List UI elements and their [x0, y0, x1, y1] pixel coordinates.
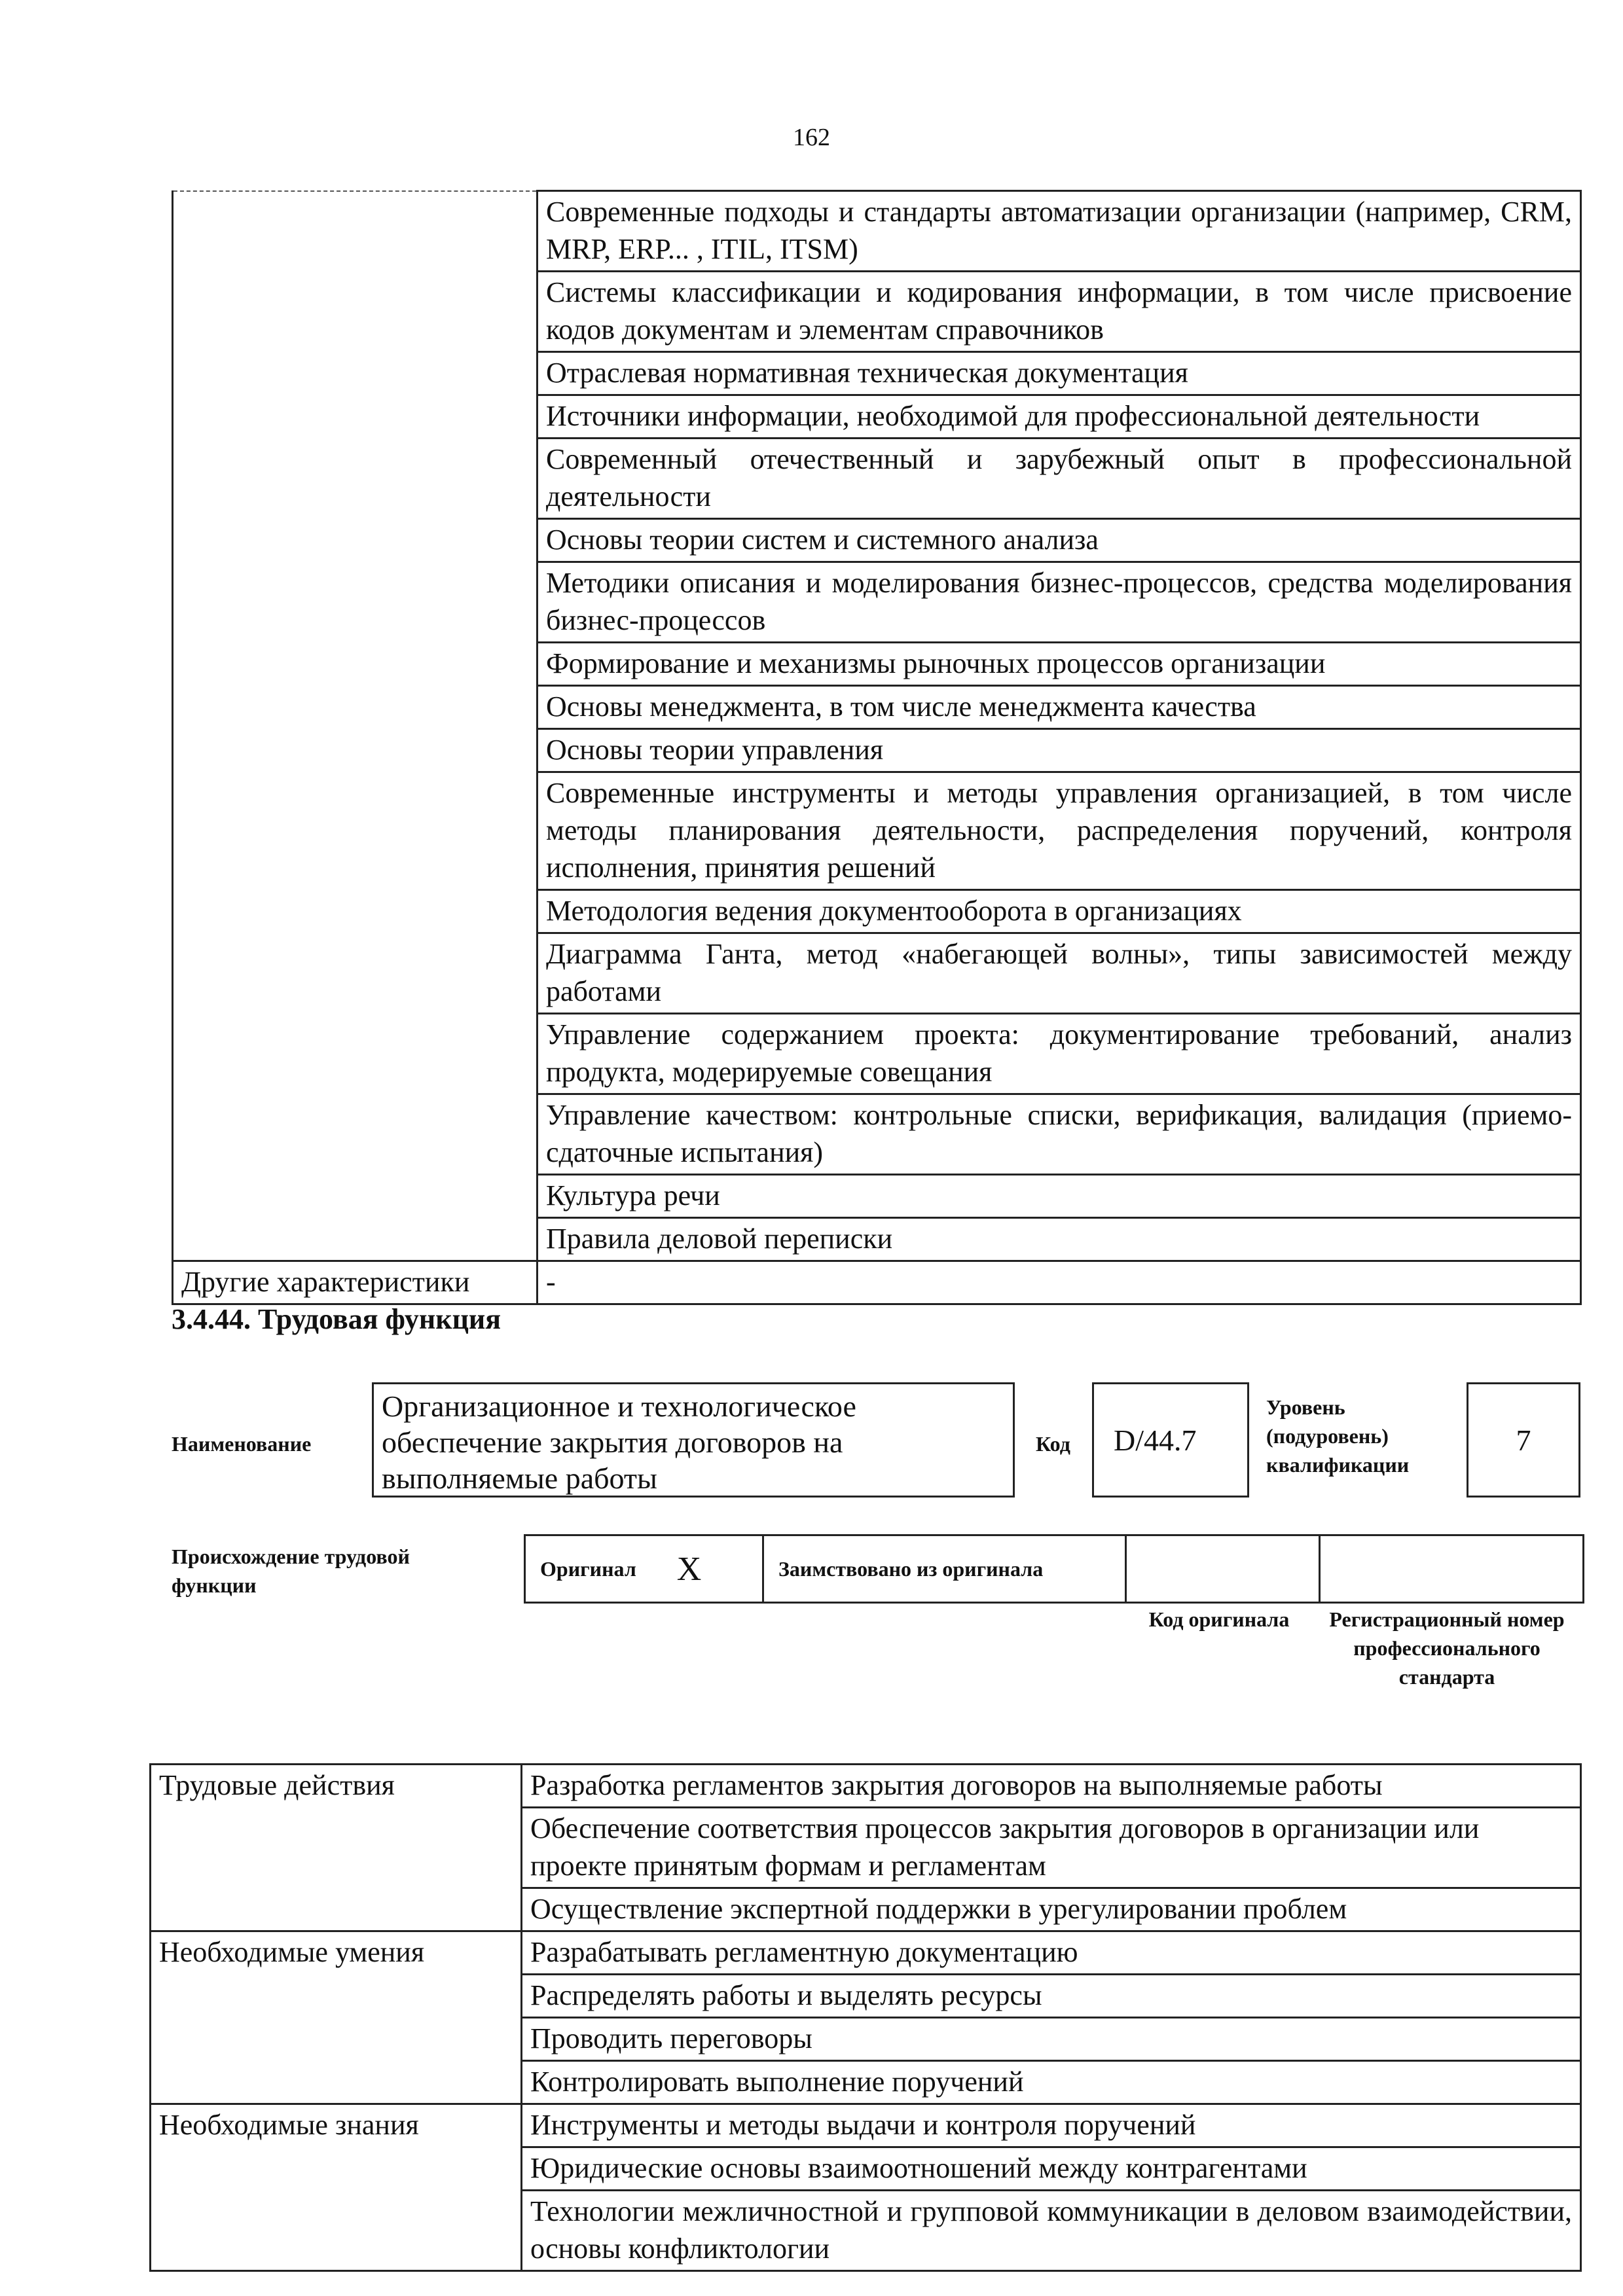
table-cell: Управление качеством: контрольные списки, верификация, валидация (приемо-сдаточные испытания)	[538, 1094, 1581, 1175]
knowledge-table	[172, 190, 1582, 1305]
knowledge-label: Необходимые знания	[151, 2104, 522, 2271]
table-cell: Инструменты и методы выдачи и контроля поручений	[522, 2104, 1581, 2147]
table-cell: Современные подходы и стандарты автоматизации организации (например, CRM, MRP, ERP... , ITIL, ITSM)	[538, 191, 1581, 272]
skills-label: Необходимые умения	[151, 1931, 522, 2104]
original-mark: X	[676, 1550, 702, 1588]
table-row	[151, 1765, 1581, 1808]
table-cell: Культура речи	[538, 1175, 1581, 1218]
borrowed-cell	[764, 1536, 1127, 1602]
table-cell: Правила деловой переписки	[538, 1218, 1581, 1261]
name-label: Наименование	[172, 1432, 312, 1456]
original-code-cell	[1127, 1536, 1321, 1602]
origin-label: Происхождение трудовой функции	[172, 1545, 410, 1597]
table-cell: Основы теории управления	[538, 729, 1581, 772]
actions-label: Трудовые действия	[151, 1765, 522, 1931]
reg-number-caption: Регистрационный номер профессионального стандарта	[1329, 1607, 1565, 1689]
level-label: Уровень (подуровень) квалификации	[1266, 1395, 1410, 1477]
original-label: Оригинал	[540, 1557, 636, 1581]
table-cell: Управление содержанием проекта: документирование требований, анализ продукта, модерируемые совещания	[538, 1014, 1581, 1094]
table-cell: Основы теории систем и системного анализа	[538, 519, 1581, 562]
borrowed-label: Заимствовано из оригинала	[778, 1557, 1044, 1581]
table-cell: Контролировать выполнение поручений	[522, 2061, 1581, 2104]
original-code-caption: Код оригинала	[1148, 1607, 1290, 1631]
table-cell: Современные инструменты и методы управления организацией, в том числе методы планирования деятельности, распределения поручений, контроля исполнения, принятия решений	[538, 772, 1581, 890]
code-box	[1092, 1382, 1249, 1498]
table-cell: Методология ведения документооборота в организациях	[538, 890, 1581, 933]
table-row	[151, 2104, 1581, 2147]
function-name-box	[372, 1382, 1015, 1498]
table-cell: Формирование и механизмы рыночных процессов организации	[538, 643, 1581, 686]
reg-number-cell	[1321, 1536, 1582, 1602]
table-cell: Осуществление экспертной поддержки в урегулировании проблем	[522, 1888, 1581, 1931]
origin-row	[524, 1534, 1584, 1604]
table-row	[173, 1261, 1581, 1304]
table-cell: Разрабатывать регламентную документацию	[522, 1931, 1581, 1975]
section-title: 3.4.44. Трудовая функция	[172, 1303, 501, 1335]
table-cell: Проводить переговоры	[522, 2018, 1581, 2061]
level-box	[1467, 1382, 1580, 1498]
table-row	[151, 1931, 1581, 1975]
table-row	[173, 191, 1581, 272]
table-cell: Источники информации, необходимой для профессиональной деятельности	[538, 395, 1581, 439]
table-cell: Разработка регламентов закрытия договоров на выполняемые работы	[522, 1765, 1581, 1808]
table-cell: Обеспечение соответствия процессов закрытия договоров в организации или проекте принятым формам и регламентам	[522, 1808, 1581, 1888]
other-characteristics-value: -	[538, 1261, 1581, 1304]
function-name: Организационное и технологическое обеспечение закрытия договоров на выполняемые работы	[382, 1390, 856, 1495]
code-label: Код	[1036, 1432, 1070, 1456]
original-cell	[526, 1536, 764, 1602]
table-cell: Распределять работы и выделять ресурсы	[522, 1975, 1581, 2018]
table-cell: Отраслевая нормативная техническая документация	[538, 352, 1581, 395]
table-cell: Диаграмма Ганта, метод «набегающей волны», типы зависимостей между работами	[538, 933, 1581, 1014]
table-cell: Основы менеджмента, в том числе менеджмента качества	[538, 686, 1581, 729]
table-cell: Методики описания и моделирования бизнес-процессов, средства моделирования бизнес-процессов	[538, 562, 1581, 643]
table-cell: Технологии межличностной и групповой коммуникации в деловом взаимодействии, основы конфликтологии	[522, 2191, 1581, 2271]
level-value: 7	[1516, 1423, 1531, 1457]
empty-label-cell	[173, 191, 538, 1261]
details-table	[149, 1763, 1582, 2272]
table-cell: Юридические основы взаимоотношений между контрагентами	[522, 2147, 1581, 2191]
code-value: D/44.7	[1114, 1423, 1197, 1457]
table-cell: Современный отечественный и зарубежный опыт в профессиональной деятельности	[538, 439, 1581, 519]
other-characteristics-label: Другие характеристики	[173, 1261, 538, 1304]
page-number: 162	[793, 124, 830, 151]
table-cell: Системы классификации и кодирования информации, в том числе присвоение кодов документам и элементам справочников	[538, 272, 1581, 352]
